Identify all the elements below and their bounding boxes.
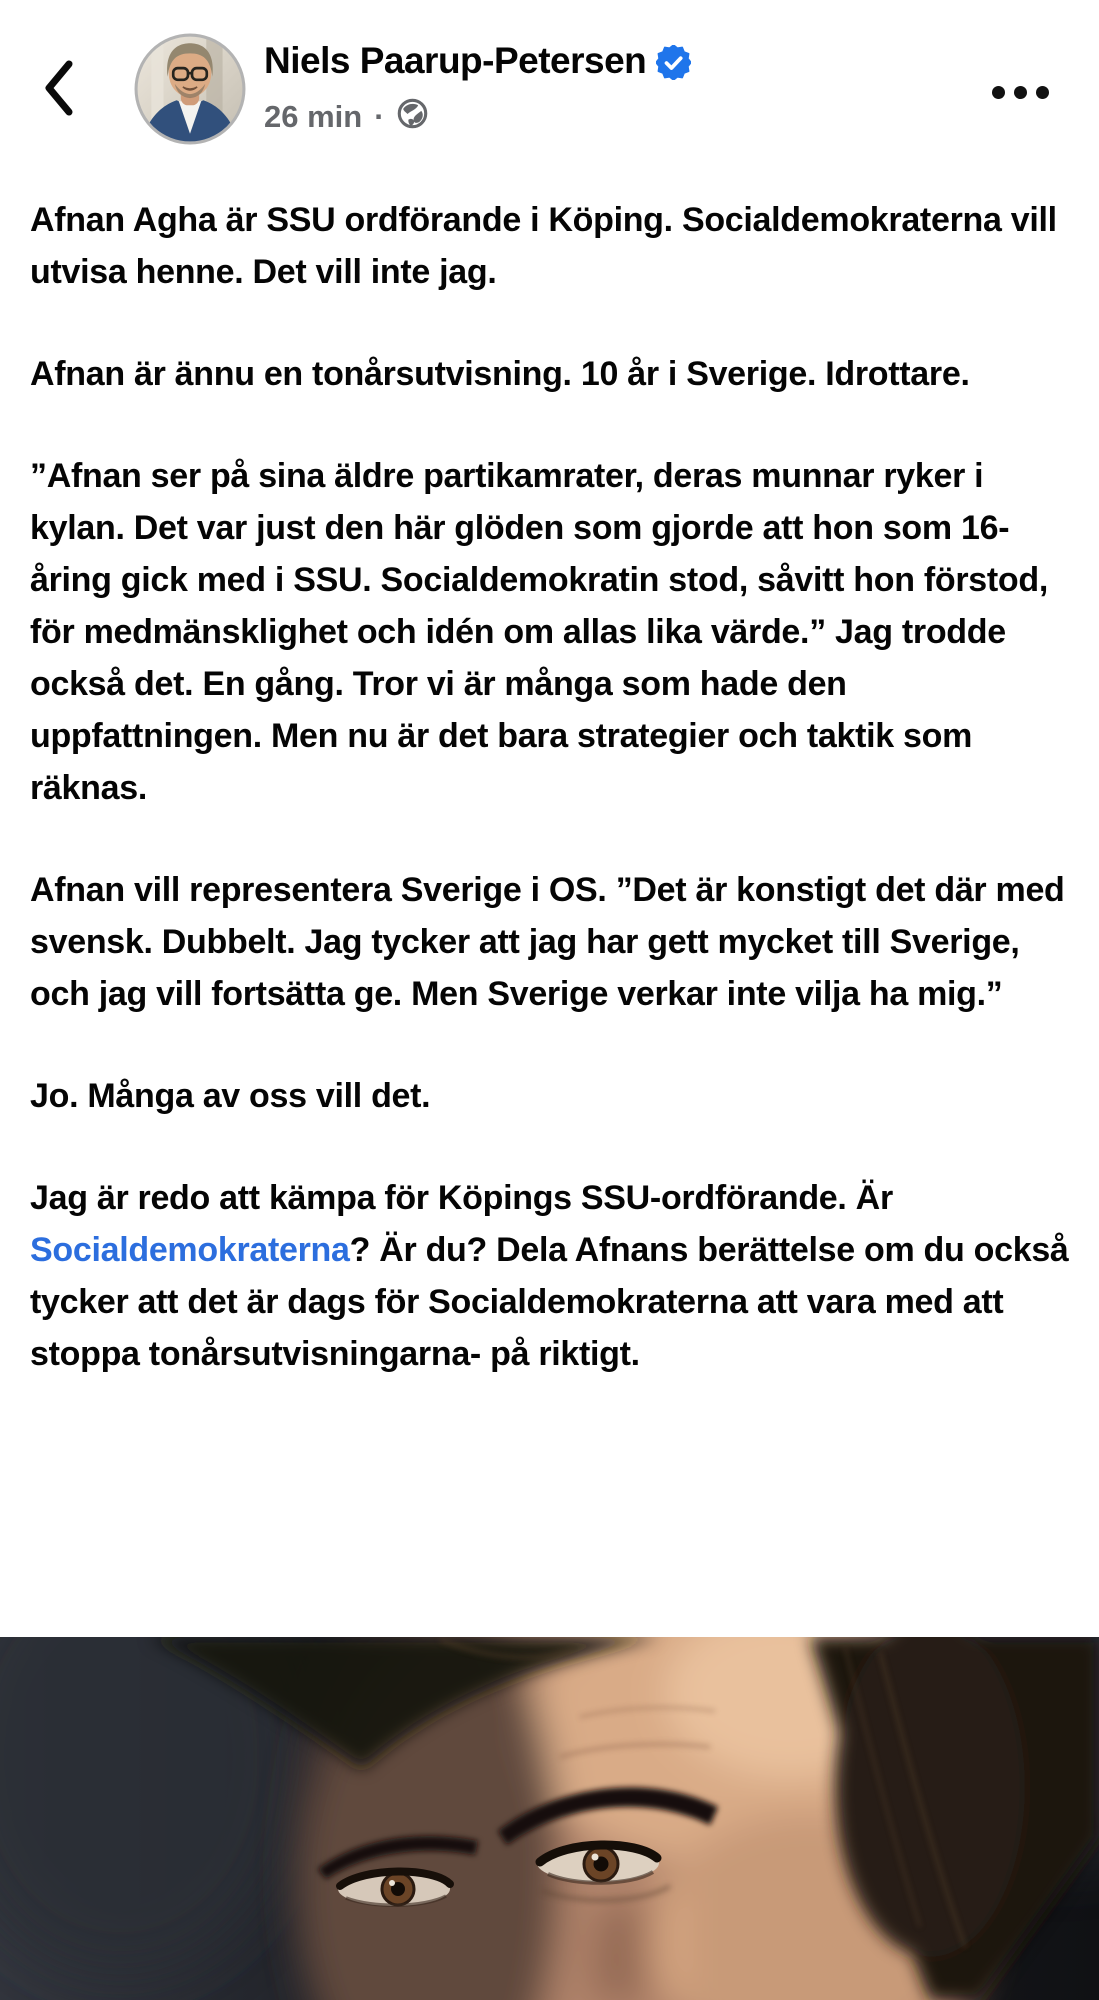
- post-header: [0, 0, 1099, 170]
- timestamp: 26 min: [264, 98, 363, 134]
- socialdemokraterna-page-link[interactable]: Socialdemokraterna: [30, 1231, 350, 1269]
- more-options-button[interactable]: [986, 80, 1055, 105]
- author-name[interactable]: Niels Paarup-Petersen: [264, 40, 647, 81]
- final-paragraph-before-link: Jag är redo att kämpa för Köpings SSU-ordförande. Är: [30, 1179, 893, 1217]
- chevron-left-icon: [41, 58, 75, 121]
- meta-separator: ·: [374, 98, 385, 134]
- final-paragraph-after-link: ? Är du? Dela Afnans berättelse om du också tycker att det är dags för Socialdemokraterna att vara med att stoppa tonårsutvisningarna- på riktigt.: [30, 1231, 1069, 1373]
- post-photo[interactable]: [0, 1637, 1099, 2000]
- post-paragraph-4: Afnan vill representera Sverige i OS. ”Det är konstigt det där med svensk. Dubbelt. Jag tycker att jag har gett mycket till Sverige, och jag vill fortsätta ge. Men Sverige verkar inte vilja ha mig.”: [30, 871, 1065, 1013]
- post-meta: [264, 96, 428, 137]
- post-paragraph-2: Afnan är ännu en tonårsutvisning. 10 år i Sverige. Idrottare.: [30, 355, 970, 393]
- post-paragraph-6: [30, 1172, 1069, 1380]
- verified-badge-icon: [656, 45, 691, 80]
- avatar[interactable]: [133, 32, 247, 146]
- back-button[interactable]: [38, 58, 78, 120]
- globe-privacy-icon: [397, 98, 428, 137]
- woman-face-photo: [0, 1637, 1099, 2000]
- ellipsis-icon: [1036, 86, 1049, 99]
- post-text: [30, 194, 1069, 1380]
- author-row: [264, 40, 691, 82]
- ellipsis-icon: [992, 86, 1005, 99]
- ellipsis-icon: [1014, 86, 1027, 99]
- post-paragraph-3: ”Afnan ser på sina äldre partikamrater, deras munnar ryker i kylan. Det var just den här glöden som gjorde att hon som 16-åring gick med i SSU. Socialdemokratin stod, såvitt hon förstod, för medmänsklighet och idén om allas lika värde.” Jag trodde också det. En gång. Tror vi är många som hade den uppfattningen. Men nu är det bara strategier och taktik som räknas.: [30, 457, 1048, 807]
- post-paragraph-1: Afnan Agha är SSU ordförande i Köping. Socialdemokraterna vill utvisa henne. Det vill inte jag.: [30, 201, 1057, 291]
- post-paragraph-5: Jo. Många av oss vill det.: [30, 1077, 431, 1115]
